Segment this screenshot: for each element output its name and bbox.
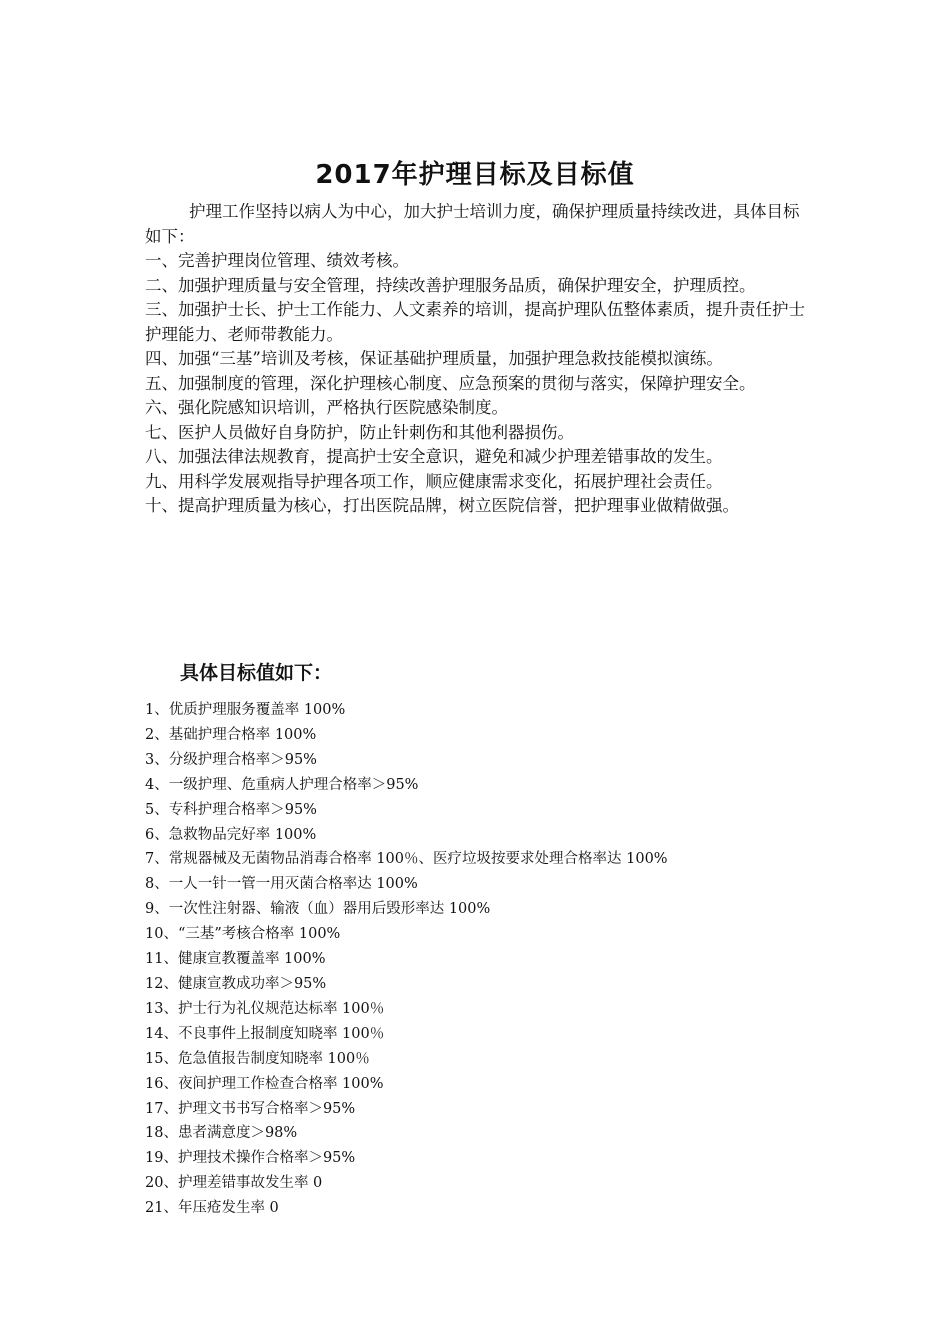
target-item: 7、常规器械及无菌物品消毒合格率 100％、医疗垃圾按要求处理合格率达 100% (145, 851, 668, 868)
goals-section (145, 200, 810, 519)
goal-item: 一、完善护理岗位管理、绩效考核。 (145, 251, 409, 270)
goal-item: 五、加强制度的管理，深化护理核心制度、应急预案的贯彻与落实，保障护理安全。 (145, 373, 756, 393)
target-item: 11、健康宣教覆盖率 100% (145, 951, 326, 968)
targets-heading: 具体目标值如下： (180, 662, 333, 684)
goal-item: 八、加强法律法规教育，提高护士安全意识，避免和减少护理差错事故的发生。 (145, 447, 723, 466)
target-item: 9、一次性注射器、输液（血）器用后毁形率达 100% (145, 901, 491, 918)
target-item: 8、一人一针一管一用灭菌合格率达 100% (145, 876, 418, 893)
target-item: 19、护理技术操作合格率＞95% (145, 1150, 356, 1167)
target-item: 14、不良事件上报制度知晓率 100％ (145, 1025, 385, 1042)
intro-paragraph: 护理工作坚持以病人为中心，加大护士培训力度，确保护理质量持续改进，具体目标如下： (145, 202, 800, 246)
target-item: 17、护理文书书写合格率＞95% (145, 1100, 356, 1117)
goal-item: 六、强化院感知识培训，严格执行医院感染制度。 (145, 398, 508, 417)
goal-item: 七、医护人员做好自身防护，防止针刺伤和其他利器损伤。 (145, 422, 574, 442)
goal-item: 三、加强护士长、护士工作能力、人文素养的培训，提高护理队伍整体素质，提升责任护士护理能力、老师带教能力。 (145, 300, 805, 344)
target-item: 13、护士行为礼仪规范达标率 100％ (145, 1000, 385, 1017)
target-item: 12、健康宣教成功率＞95% (145, 975, 327, 992)
target-item: 5、专科护理合格率＞95% (145, 801, 317, 818)
goal-item: 九、用科学发展观指导护理各项工作，顺应健康需求变化，拓展护理社会责任。 (145, 471, 723, 491)
target-item: 4、一级护理、危重病人护理合格率＞95% (145, 776, 419, 793)
goal-item: 二、加强护理质量与安全管理，持续改善护理服务品质，确保护理安全，护理质控。 (145, 275, 756, 295)
goal-item: 十、提高护理质量为核心，打出医院品牌，树立医院信誉，把护理事业做精做强。 (145, 496, 739, 515)
target-item: 20、护理差错事故发生率 0 (145, 1175, 323, 1192)
target-item: 21、年压疮发生率 0 (145, 1200, 279, 1217)
target-item: 18、患者满意度＞98% (145, 1125, 298, 1142)
targets-list (145, 698, 825, 1221)
target-item: 2、基础护理合格率 100% (145, 726, 317, 743)
target-item: 1、优质护理服务覆盖率 100% (145, 702, 346, 718)
target-item: 3、分级护理合格率＞95% (145, 751, 317, 768)
target-item: 15、危急值报告制度知晓率 100％ (145, 1050, 370, 1067)
target-item: 16、夜间护理工作检查合格率 100% (145, 1075, 384, 1092)
target-item: 10、“三基”考核合格率 100% (145, 926, 341, 943)
goal-item: 四、加强“三基”培训及考核，保证基础护理质量，加强护理急救技能模拟演练。 (145, 349, 723, 368)
page-title: 2017年护理目标及目标值 (315, 160, 635, 190)
target-item: 6、急救物品完好率 100% (145, 826, 317, 843)
